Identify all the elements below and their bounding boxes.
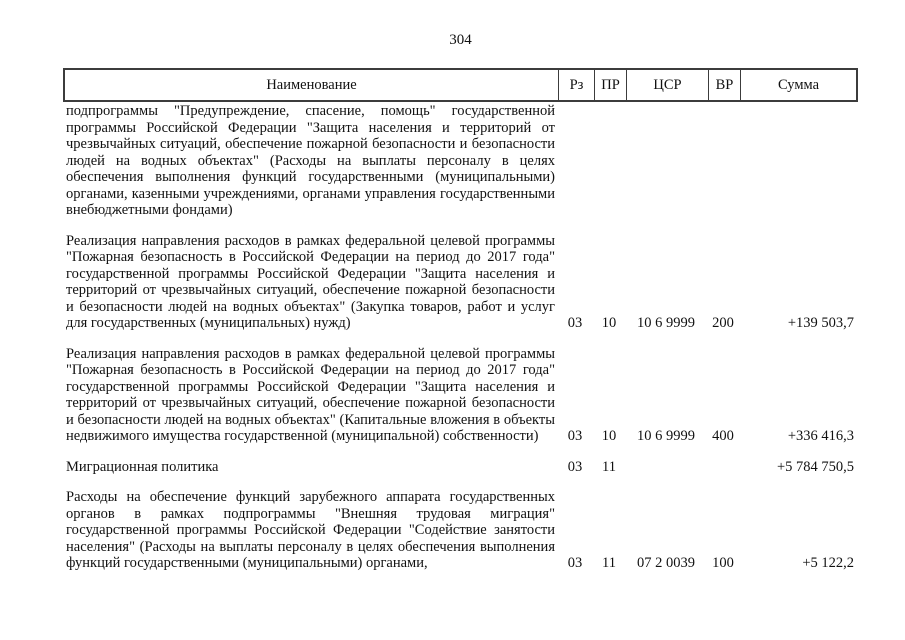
row-name-cell: Миграционная политика [66, 458, 219, 475]
row-rz-cell: 03 [567, 458, 583, 475]
page-number: 304 [449, 32, 472, 48]
table-row [63, 103, 858, 219]
table-header-row [63, 68, 858, 102]
row-name-cell: Реализация направления расходов в рамках федеральной целевой программы "Пожарная безопасность в Российской Федерации на период до 2017 года" государственной программы Российской Федерации "Защита населения и территорий от чрезвычайных ситуаций, обеспечение пожарной безопасности и безопасности людей на водных объектах" (Закупка товаров, работ и услуг для государственных (муниципальных) нужд) [66, 232, 555, 331]
row-vr-cell: 400 [712, 428, 734, 444]
row-rz-cell: 03 [567, 315, 583, 331]
table-body [63, 103, 858, 572]
row-pr-cell: 10 [601, 428, 617, 444]
row-pr-cell: 11 [602, 458, 616, 475]
row-name-cell: Реализация направления расходов в рамках федеральной целевой программы "Пожарная безопасность в Российской Федерации на период до 2017 года" государственной программы Российской Федерации "Защита населения и территорий от чрезвычайных ситуаций, обеспечение пожарной безопасности и безопасности людей на водных объектах" (Капитальные вложения в объекты недвижимого имущества государственной (муниципальной) собственности) [66, 345, 555, 444]
row-vr-cell: 200 [712, 315, 734, 331]
header-rz: Рз [559, 70, 595, 100]
row-summa-cell: +5 122,2 [802, 555, 854, 571]
row-rz-cell: 03 [567, 428, 583, 444]
table-row [63, 489, 858, 572]
row-vr-cell: 100 [712, 555, 734, 571]
row-csr-cell: 07 2 0039 [637, 555, 695, 571]
table-row [63, 346, 858, 445]
row-name-cell: подпрограммы "Предупреждение, спасение, помощь" государственной программы Российской Федерации "Защита населения и территорий от чрезвычайных ситуаций, обеспечение пожарной безопасности и безопасности людей на водных объектах" (Расходы на выплаты персоналу в целях обеспечения выполнения функций государственными (муниципальными) органами, казенными учреждениями, органами управления государственными внебюджетными фондами) [66, 103, 555, 218]
table-row [63, 459, 858, 476]
row-name-cell: Расходы на обеспечение функций зарубежного аппарата государственных органов в рамках подпрограммы "Внешняя трудовая миграция" государственной программы Российской Федерации "Содействие занятости населения" (Расходы на выплаты персоналу в целях обеспечения выполнения функций государственными (муниципальными) органами, [66, 489, 555, 571]
row-pr-cell: 11 [602, 555, 616, 571]
header-name: Наименование [65, 70, 559, 100]
row-csr-cell: 10 6 9999 [637, 315, 695, 331]
row-summa-cell: +5 784 750,5 [776, 458, 854, 475]
budget-table [63, 68, 858, 572]
row-summa-cell: +336 416,3 [787, 428, 854, 444]
row-pr-cell: 10 [601, 315, 617, 331]
header-csr: ЦСР [627, 70, 709, 100]
row-summa-cell: +139 503,7 [787, 315, 854, 331]
table-row [63, 233, 858, 332]
header-vr: ВР [709, 70, 741, 100]
row-rz-cell: 03 [567, 555, 583, 571]
header-pr: ПР [595, 70, 627, 100]
header-summa: Сумма [777, 76, 820, 93]
row-csr-cell: 10 6 9999 [637, 428, 695, 444]
